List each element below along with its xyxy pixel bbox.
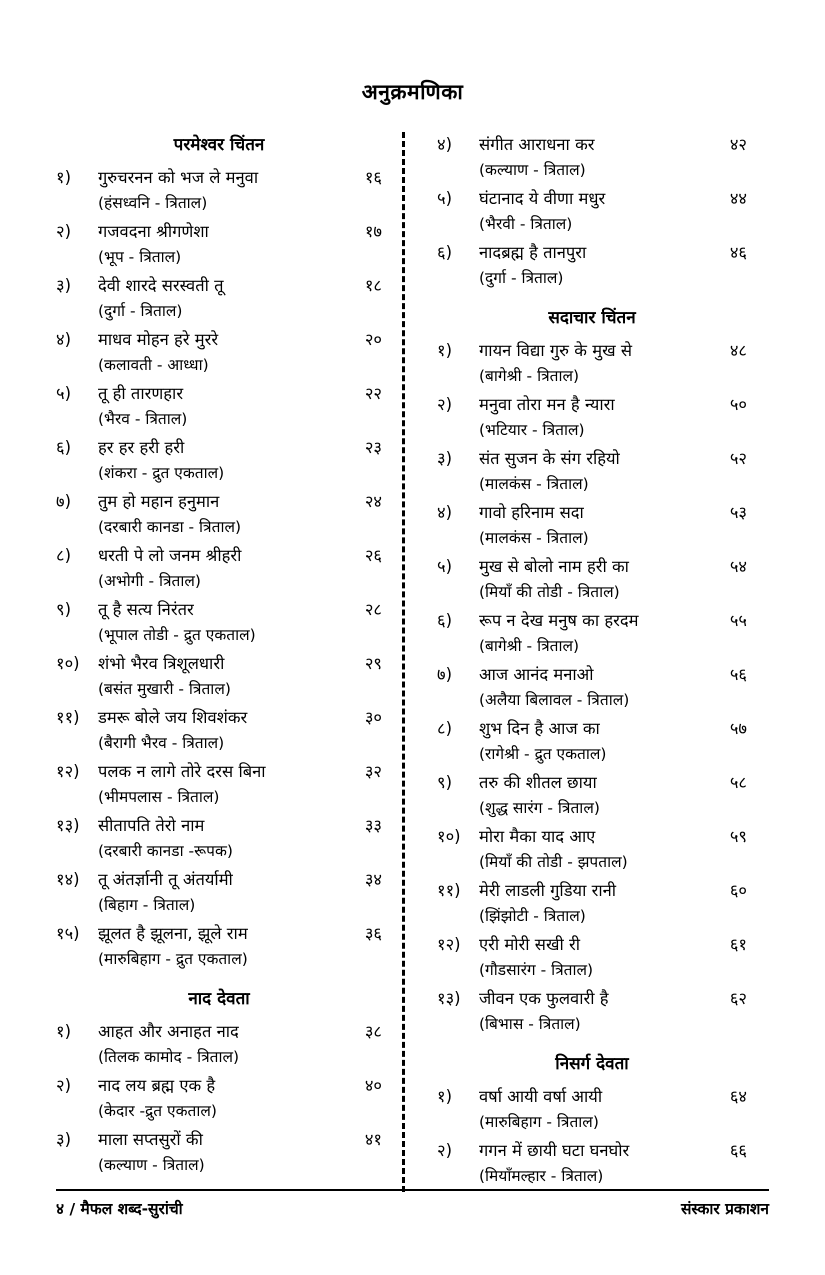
- entry-page-number: २३: [364, 438, 382, 457]
- entry-title[interactable]: गगन में छायी घटा घनघोर: [479, 1141, 630, 1160]
- entry-number: ५): [437, 189, 453, 208]
- entry-title-line: [98, 219, 382, 245]
- entry-title[interactable]: धरती पे लो जनम श्रीहरी: [98, 546, 242, 565]
- entry-page-number: ६६: [729, 1141, 747, 1160]
- entry-raag-taal: (अभोगी - त्रिताल): [98, 572, 201, 590]
- entry-title-line: [98, 435, 382, 461]
- entry-body: [479, 716, 747, 769]
- entry-title-line: [98, 597, 382, 623]
- entry-raag-taal: (कल्याण - त्रिताल): [479, 161, 586, 179]
- entry-title-line: [479, 392, 747, 418]
- entry-title-line: [98, 1019, 382, 1045]
- entry-title-line: [98, 1073, 382, 1099]
- entry-title[interactable]: गावो हरिनाम सदा: [479, 503, 584, 522]
- entry-title-line: [98, 1127, 382, 1153]
- entry-body: [98, 219, 382, 272]
- entry-number: ७): [437, 665, 453, 684]
- entry-body: [479, 338, 747, 391]
- entry-title-line: [479, 878, 747, 904]
- entry-title[interactable]: एरी मोरी सखी री: [479, 935, 580, 954]
- entry-title-line: [479, 554, 747, 580]
- entry-raag-taal: (केदार -द्रुत एकताल): [98, 1102, 217, 1120]
- entry-body: [98, 651, 382, 704]
- section-heading: निसर्ग देवता: [555, 1054, 629, 1074]
- toc-entry[interactable]: [56, 597, 382, 650]
- entry-number: १४): [56, 870, 80, 889]
- entry-title[interactable]: आज आनंद मनाओ: [479, 665, 594, 684]
- entry-title-line: [479, 716, 747, 742]
- entry-page-number: ३४: [364, 870, 382, 889]
- entry-page-number: ३२: [364, 762, 382, 781]
- entry-number: १): [437, 341, 453, 360]
- entry-title[interactable]: मुख से बोलो नाम हरी का: [479, 557, 629, 576]
- entry-title[interactable]: तू है सत्य निरंतर: [98, 600, 194, 619]
- toc-entry[interactable]: [437, 240, 747, 293]
- entry-body: [98, 597, 382, 650]
- entry-title-line: [98, 651, 382, 677]
- entry-title[interactable]: शंभो भैरव त्रिशूलधारी: [98, 654, 225, 673]
- toc-entry[interactable]: [437, 500, 747, 553]
- entry-page-number: २०: [364, 330, 382, 349]
- entry-number: १२): [56, 762, 80, 781]
- entry-raag-taal: (बसंत मुखारी - त्रिताल): [98, 680, 231, 698]
- footer-rule: [56, 1189, 769, 1191]
- entry-body: [479, 446, 747, 499]
- toc-entry[interactable]: [437, 186, 747, 239]
- toc-entry[interactable]: [437, 770, 747, 823]
- toc-entry[interactable]: [56, 813, 382, 866]
- entry-title[interactable]: डमरू बोले जय शिवशंकर: [98, 708, 248, 727]
- entry-title-line: [479, 338, 747, 364]
- toc-entry[interactable]: [437, 554, 747, 607]
- entry-number: ६): [437, 243, 453, 262]
- entry-page-number: ४०: [364, 1076, 382, 1095]
- entry-raag-taal: (दुर्गा - त्रिताल): [479, 269, 564, 287]
- entry-title[interactable]: तरु की शीतल छाया: [479, 773, 597, 792]
- entry-raag-taal: (मियाँ की तोडी - त्रिताल): [479, 583, 620, 601]
- section-heading: परमेश्वर चिंतन: [173, 135, 265, 155]
- entry-title-line: [98, 867, 382, 893]
- entry-title-line: [479, 608, 747, 634]
- toc-entry[interactable]: [56, 759, 382, 812]
- entry-title[interactable]: देवी शारदे सरस्वती तू: [98, 276, 224, 295]
- entry-title-line: [479, 446, 747, 472]
- entry-title[interactable]: शुभ दिन है आज का: [479, 719, 600, 738]
- toc-entry[interactable]: [56, 543, 382, 596]
- entry-raag-taal: (भटियार - त्रिताल): [479, 421, 585, 439]
- toc-entry[interactable]: [437, 446, 747, 499]
- entry-raag-taal: (तिलक कामोद - त्रिताल): [98, 1048, 240, 1066]
- footer-book-title: ४ / मैफल शब्द-सुरांची: [56, 1200, 183, 1218]
- entry-number: १): [56, 168, 72, 187]
- entry-raag-taal: (शुद्ध सारंग - त्रिताल): [479, 799, 600, 817]
- entry-number: २): [56, 222, 72, 241]
- toc-entry[interactable]: [56, 921, 382, 974]
- page-footer: [56, 1189, 769, 1219]
- entry-page-number: ३०: [364, 708, 382, 727]
- entry-page-number: १६: [364, 168, 382, 187]
- entry-number: ९): [437, 773, 453, 792]
- entry-number: ९): [56, 600, 72, 619]
- entry-raag-taal: (मालकंस - त्रिताल): [479, 529, 589, 547]
- entry-raag-taal: (बिहाग - त्रिताल): [98, 896, 196, 914]
- entry-page-number: ३६: [364, 924, 382, 943]
- entry-title[interactable]: मोरा मैका याद आए: [479, 827, 596, 846]
- entry-number: १३): [56, 816, 80, 835]
- entry-title[interactable]: मेरी लाडली गुडिया रानी: [479, 881, 617, 900]
- entry-body: [479, 608, 747, 661]
- entry-title-line: [479, 1138, 747, 1164]
- toc-entry[interactable]: [437, 608, 747, 661]
- entry-body: [98, 921, 382, 974]
- entry-title-line: [479, 240, 747, 266]
- entry-page-number: ४१: [364, 1130, 382, 1149]
- entry-number: ११): [56, 708, 80, 727]
- entry-body: [479, 392, 747, 445]
- entry-number: १): [437, 1087, 453, 1106]
- toc-entry[interactable]: [437, 392, 747, 445]
- left-column: [56, 132, 396, 1181]
- entry-body: [479, 932, 747, 985]
- right-column: [407, 132, 747, 1192]
- entry-number: ३): [437, 449, 453, 468]
- entry-body: [98, 327, 382, 380]
- entry-number: ५): [437, 557, 453, 576]
- entry-raag-taal: (बागेश्री - त्रिताल): [479, 367, 580, 385]
- entry-title-line: [479, 770, 747, 796]
- entry-raag-taal: (मियाँमल्हार - त्रिताल): [479, 1167, 604, 1185]
- toc-entry[interactable]: [56, 1127, 382, 1180]
- entry-number: ७): [56, 492, 72, 511]
- entry-title-line: [479, 986, 747, 1012]
- entry-body: [479, 500, 747, 553]
- entry-number: २): [56, 1076, 72, 1095]
- entry-number: ४): [437, 135, 453, 154]
- toc-entry[interactable]: [437, 662, 747, 715]
- entry-title[interactable]: रूप न देख मनुष का हरदम: [479, 611, 639, 630]
- entry-title-line: [479, 500, 747, 526]
- entry-title[interactable]: झूलत है झूलना, झूले राम: [98, 924, 248, 943]
- entry-number: ५): [56, 384, 72, 403]
- entry-body: [98, 1127, 382, 1180]
- entry-raag-taal: (दुर्गा - त्रिताल): [98, 302, 183, 320]
- entry-body: [479, 662, 747, 715]
- entry-body: [98, 759, 382, 812]
- entry-body: [479, 132, 747, 185]
- entry-number: १): [56, 1022, 72, 1041]
- entry-number: ४): [437, 503, 453, 522]
- page-title: अनुक्रमणिका: [361, 80, 464, 104]
- entry-title[interactable]: तुम हो महान हनुमान: [98, 492, 220, 511]
- entry-number: १०): [437, 827, 461, 846]
- entry-title-line: [479, 132, 747, 158]
- toc-entry[interactable]: [56, 165, 382, 218]
- entry-body: [479, 986, 747, 1039]
- entry-page-number: ५३: [729, 503, 747, 522]
- entry-raag-taal: (रागेश्री - द्रुत एकताल): [479, 745, 607, 763]
- toc-entry[interactable]: [56, 273, 382, 326]
- entry-title[interactable]: नादब्रह्म है तानपुरा: [479, 243, 587, 262]
- entry-title[interactable]: गजवदना श्रीगणेशा: [98, 222, 209, 241]
- entry-page-number: ३३: [364, 816, 382, 835]
- entry-page-number: २९: [364, 654, 382, 673]
- entry-body: [98, 705, 382, 758]
- entry-title[interactable]: आहत और अनाहत नाद: [98, 1022, 239, 1041]
- entry-title[interactable]: माला सप्तसुरों की: [98, 1130, 203, 1149]
- toc-entry[interactable]: [56, 219, 382, 272]
- toc-entry[interactable]: [56, 1019, 382, 1072]
- entry-body: [479, 1138, 747, 1191]
- entry-number: ८): [56, 546, 72, 565]
- entry-page-number: ४८: [729, 341, 747, 360]
- entry-page-number: ४६: [729, 243, 747, 262]
- entry-body: [479, 770, 747, 823]
- entry-page-number: ६०: [729, 881, 747, 900]
- toc-entry[interactable]: [56, 435, 382, 488]
- toc-entry[interactable]: [437, 1138, 747, 1191]
- entry-raag-taal: (मारुबिहाग - त्रिताल): [479, 1113, 599, 1131]
- entry-title[interactable]: जीवन एक फुलवारी है: [479, 989, 609, 1008]
- entry-title-line: [98, 759, 382, 785]
- entry-title-line: [98, 273, 382, 299]
- entry-page-number: ५९: [729, 827, 747, 846]
- entry-number: २): [437, 1141, 453, 1160]
- entry-page-number: २६: [364, 546, 382, 565]
- toc-entry[interactable]: [437, 338, 747, 391]
- entry-page-number: ६१: [729, 935, 747, 954]
- entry-page-number: २२: [364, 384, 382, 403]
- entry-page-number: १८: [364, 276, 382, 295]
- entry-raag-taal: (मियाँ की तोडी - झपताल): [479, 853, 628, 871]
- entry-page-number: ५७: [729, 719, 747, 738]
- toc-entry[interactable]: [56, 867, 382, 920]
- entry-body: [98, 273, 382, 326]
- entry-title-line: [479, 932, 747, 958]
- entry-raag-taal: (भैरवी - त्रिताल): [479, 215, 573, 233]
- entry-raag-taal: (भीमपलास - त्रिताल): [98, 788, 220, 806]
- entry-title-line: [98, 705, 382, 731]
- entry-number: ६): [437, 611, 453, 630]
- entry-body: [98, 381, 382, 434]
- entry-title[interactable]: मनुवा तोरा मन है न्यारा: [479, 395, 615, 414]
- entry-title[interactable]: गायन विद्या गुरु के मुख से: [479, 341, 632, 360]
- entry-title[interactable]: हर हर हरी हरी: [98, 438, 185, 457]
- entry-number: १२): [437, 935, 461, 954]
- footer-publisher: संस्कार प्रकाशन: [680, 1200, 769, 1218]
- entry-raag-taal: (कल्याण - त्रिताल): [98, 1156, 205, 1174]
- entry-body: [479, 554, 747, 607]
- entry-raag-taal: (बागेश्री - त्रिताल): [479, 637, 580, 655]
- entry-title[interactable]: पलक न लागे तोरे दरस बिना: [98, 762, 266, 781]
- toc-entry[interactable]: [437, 878, 747, 931]
- entry-number: १५): [56, 924, 80, 943]
- entry-raag-taal: (बिभास - त्रिताल): [479, 1015, 581, 1033]
- entry-number: २): [437, 395, 453, 414]
- section-heading: नाद देवता: [188, 989, 250, 1009]
- entry-title-line: [98, 543, 382, 569]
- entry-number: १०): [56, 654, 80, 673]
- entry-raag-taal: (हंसध्वनि - त्रिताल): [98, 194, 208, 212]
- entry-title-line: [98, 165, 382, 191]
- entry-body: [479, 824, 747, 877]
- entry-body: [479, 878, 747, 931]
- entry-raag-taal: (दरबारी कानडा - त्रिताल): [98, 518, 242, 536]
- toc-entry[interactable]: [437, 132, 747, 185]
- entry-body: [98, 1019, 382, 1072]
- entry-title-line: [98, 489, 382, 515]
- entry-raag-taal: (भूप - त्रिताल): [98, 248, 182, 266]
- entry-page-number: २४: [364, 492, 382, 511]
- entry-page-number: ६२: [729, 989, 747, 1008]
- entry-title-line: [98, 813, 382, 839]
- entry-body: [98, 489, 382, 542]
- entry-number: १३): [437, 989, 461, 1008]
- entry-body: [479, 186, 747, 239]
- entry-title[interactable]: तू ही तारणहार: [98, 384, 184, 403]
- entry-page-number: ६४: [729, 1087, 747, 1106]
- entry-title-line: [479, 662, 747, 688]
- entry-body: [479, 240, 747, 293]
- entry-body: [479, 1084, 747, 1137]
- toc-entry[interactable]: [56, 489, 382, 542]
- entry-raag-taal: (गौडसारंग - त्रिताल): [479, 961, 594, 979]
- index-columns: [56, 132, 769, 1192]
- entry-title-line: [479, 1084, 747, 1110]
- entry-title[interactable]: संगीत आराधना कर: [479, 135, 595, 154]
- entry-raag-taal: (झिंझोटी - त्रिताल): [479, 907, 586, 925]
- section-heading: सदाचार चिंतन: [548, 308, 636, 328]
- entry-raag-taal: (कलावती - आध्धा): [98, 356, 209, 374]
- entry-number: ३): [56, 276, 72, 295]
- toc-entry[interactable]: [437, 932, 747, 985]
- entry-raag-taal: (भूपाल तोडी - द्रुत एकताल): [98, 626, 256, 644]
- entry-title-line: [98, 381, 382, 407]
- column-divider: [402, 132, 405, 1192]
- entry-page-number: १७: [364, 222, 382, 241]
- entry-raag-taal: (शंकरा - द्रुत एकताल): [98, 464, 225, 482]
- entry-title[interactable]: घंटानाद ये वीणा मधुर: [479, 189, 606, 208]
- entry-title[interactable]: संत सुजन के संग रहियो: [479, 449, 620, 468]
- toc-entry[interactable]: [437, 824, 747, 877]
- entry-raag-taal: (अलैया बिलावल - त्रिताल): [479, 691, 630, 709]
- entry-number: ६): [56, 438, 72, 457]
- entry-title[interactable]: वर्षा आयी वर्षा आयी: [479, 1087, 603, 1106]
- entry-body: [98, 813, 382, 866]
- entry-title[interactable]: माधव मोहन हरे मुररे: [98, 330, 219, 349]
- toc-entry[interactable]: [56, 327, 382, 380]
- entry-number: ११): [437, 881, 461, 900]
- entry-page-number: ५०: [729, 395, 747, 414]
- entry-raag-taal: (दरबारी कानडा -रूपक): [98, 842, 233, 860]
- entry-number: ३): [56, 1130, 72, 1149]
- toc-entry[interactable]: [437, 986, 747, 1039]
- footer-row: [56, 1197, 769, 1219]
- entry-title-line: [479, 186, 747, 212]
- entry-raag-taal: (मालकंस - त्रिताल): [479, 475, 589, 493]
- toc-entry[interactable]: [56, 381, 382, 434]
- entry-body: [98, 435, 382, 488]
- entry-body: [98, 867, 382, 920]
- entry-title-line: [98, 327, 382, 353]
- entry-page-number: २८: [364, 600, 382, 619]
- entry-raag-taal: (भैरव - त्रिताल): [98, 410, 188, 428]
- entry-title[interactable]: नाद लय ब्रह्म एक है: [98, 1076, 216, 1095]
- toc-entry[interactable]: [56, 705, 382, 758]
- toc-entry[interactable]: [56, 651, 382, 704]
- toc-entry[interactable]: [56, 1073, 382, 1126]
- entry-title-line: [98, 921, 382, 947]
- entry-page-number: ५५: [729, 611, 747, 630]
- entry-page-number: ५८: [729, 773, 747, 792]
- entry-page-number: ३८: [364, 1022, 382, 1041]
- entry-title[interactable]: गुरुचरनन को भज ले मनुवा: [98, 168, 259, 187]
- entry-page-number: ४४: [729, 189, 747, 208]
- toc-entry[interactable]: [437, 1084, 747, 1137]
- entry-body: [98, 543, 382, 596]
- entry-title[interactable]: सीतापति तेरो नाम: [98, 816, 205, 835]
- entry-body: [98, 165, 382, 218]
- entry-page-number: ४२: [729, 135, 747, 154]
- entry-page-number: ५६: [729, 665, 747, 684]
- entry-number: ८): [437, 719, 453, 738]
- entry-title[interactable]: तू अंतर्ज्ञानी तू अंतर्यामी: [98, 870, 233, 889]
- toc-entry[interactable]: [437, 716, 747, 769]
- entry-page-number: ५४: [729, 557, 747, 576]
- entry-raag-taal: (बैरागी भैरव - त्रिताल): [98, 734, 225, 752]
- entry-body: [98, 1073, 382, 1126]
- entry-number: ४): [56, 330, 72, 349]
- entry-page-number: ५२: [729, 449, 747, 468]
- entry-title-line: [479, 824, 747, 850]
- entry-raag-taal: (मारुबिहाग - द्रुत एकताल): [98, 950, 248, 968]
